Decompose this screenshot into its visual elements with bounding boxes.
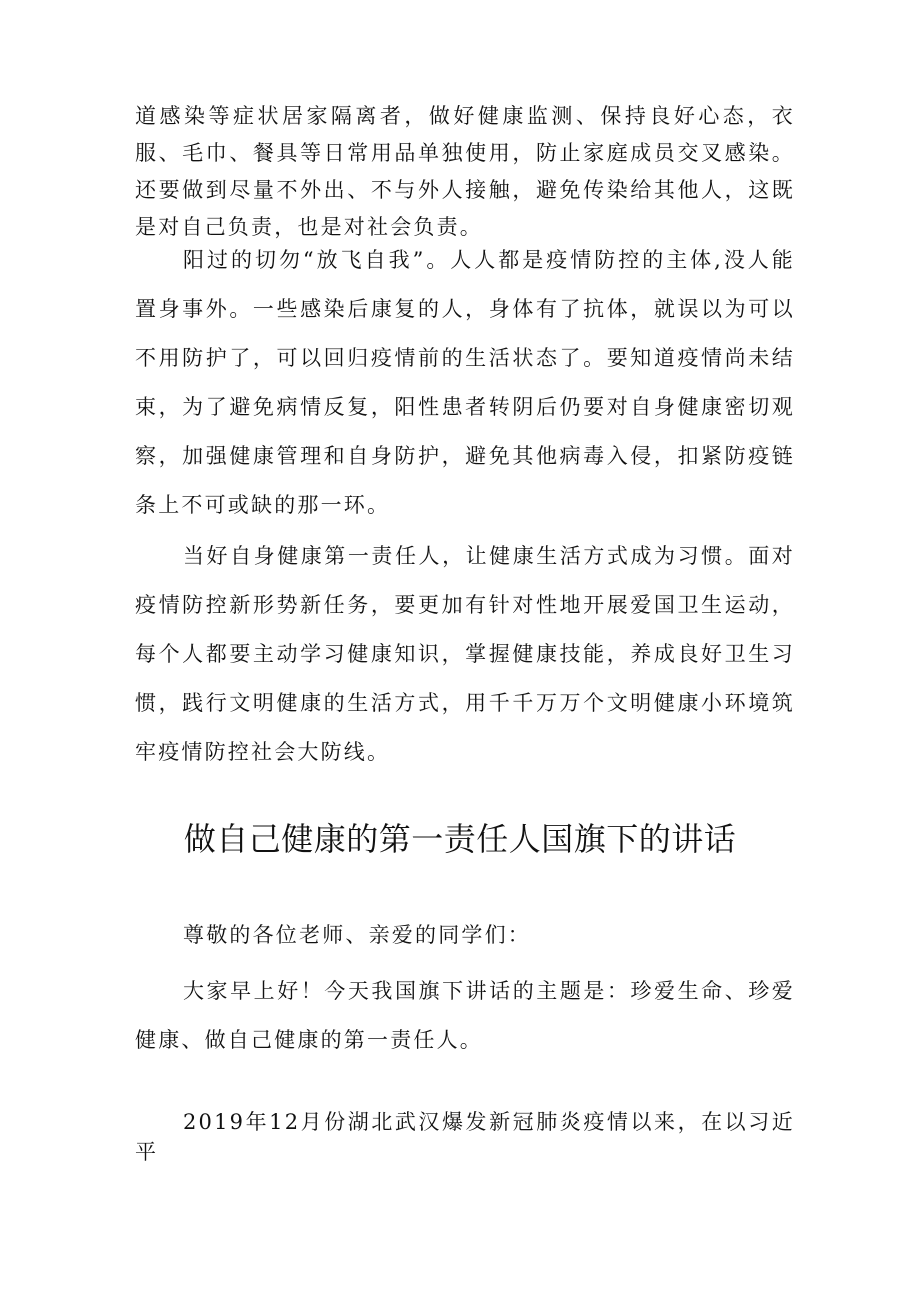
section-title: 做自己健康的第一责任人国旗下的讲话 — [183, 820, 737, 858]
speech-greeting: 大家早上好！今天我国旗下讲话的主题是：珍爱生命、珍爱健康、做自己健康的第一责任人。 — [135, 979, 795, 1052]
paragraph-health-responsibility: 当好自身健康第一责任人，让健康生活方式成为习惯。面对疫情防控新形势新任务，要更加有针对性地开展爱国卫生运动，每个人都要主动学习健康知识，掌握健康技能，养成良好卫生习惯，践行文明健康的生活方式，用千千万万个文明健康小环境筑牢疫情防控社会大防线。 — [135, 544, 795, 764]
speech-opening: 2019年12月份湖北武汉爆发新冠肺炎疫情以来，在以习近平 — [135, 1110, 795, 1164]
paragraph-after-recovery: 阳过的切勿“放飞自我”。人人都是疫情防控的主体,没人能置身事外。一些感染后康复的人，身体有了抗体，就误以为可以不用防护了，可以回归疫情前的生活状态了。要知道疫情尚未结束，为了避免病情反复，阳性患者转阴后仍要对自身健康密切观察，加强健康管理和自身防护，避免其他病毒入侵，扣紧防疫链条上不可或缺的那一环。 — [135, 248, 795, 517]
speech-salutation: 尊敬的各位老师、亲爱的同学们： — [183, 923, 531, 947]
paragraph-continued: 道感染等症状居家隔离者，做好健康监测、保持良好心态，衣服、毛巾、餐具等日常用品单独使用，防止家庭成员交叉感染。还要做到尽量不外出、不与外人接触，避免传染给其他人，这既是对自己负责，也是对社会负责。 — [135, 104, 795, 239]
